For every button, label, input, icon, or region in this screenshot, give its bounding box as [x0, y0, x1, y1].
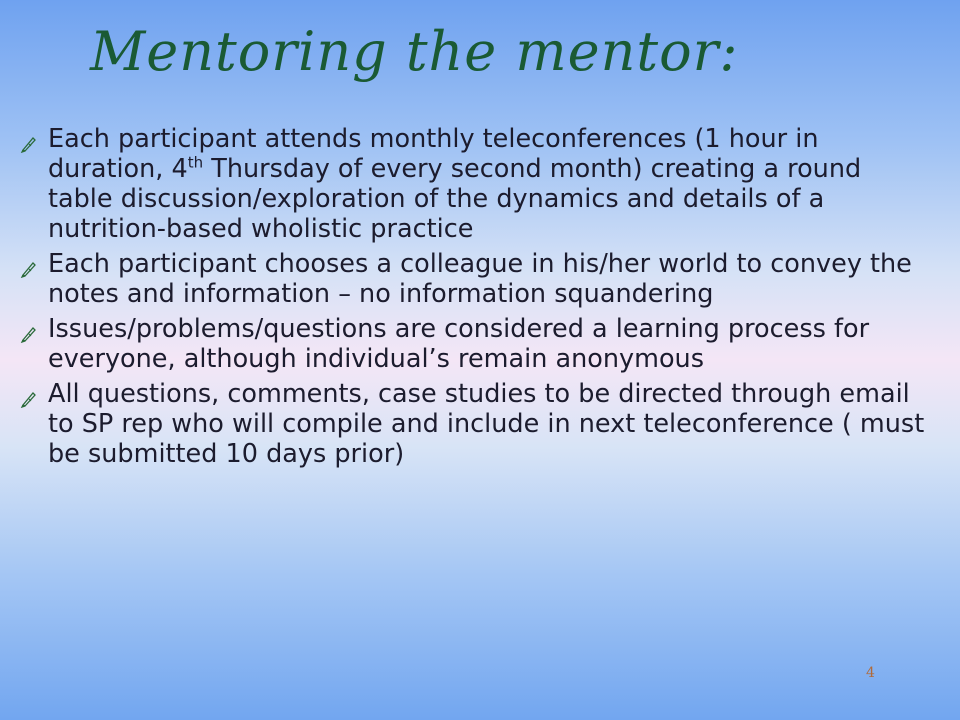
page-number: 4: [866, 665, 875, 681]
pen-nib-icon: [20, 325, 38, 343]
bullet-list: [20, 124, 930, 474]
slide-title: Mentoring the mentor:: [90, 20, 739, 83]
pen-nib-icon: [20, 260, 38, 278]
bullet-text-part: Thursday of every second month) creating a round table discussion/exploration of the dynamics and details of a nutrition-based wholistic practice: [48, 154, 862, 244]
bullet-item: [20, 314, 930, 374]
bullet-text: Each participant chooses a colleague in his/her world to convey the notes and information – no information squandering: [48, 249, 912, 309]
bullet-item: [20, 379, 930, 469]
bullet-item: [20, 249, 930, 309]
bullet-text: Issues/problems/questions are considered a learning process for everyone, although individual’s remain anonymous: [48, 314, 870, 374]
pen-nib-icon: [20, 390, 38, 408]
bullet-text-part: Each participant attends monthly teleconferences (1 hour in duration, 4: [48, 124, 819, 184]
pen-nib-icon: [20, 135, 38, 153]
ordinal-suffix: th: [187, 153, 204, 172]
bullet-text: [48, 124, 930, 244]
bullet-item: [20, 124, 930, 244]
bullet-text: All questions, comments, case studies to be directed through email to SP rep who will compile and include in next teleconference ( must be submitted 10 days prior): [48, 379, 925, 469]
